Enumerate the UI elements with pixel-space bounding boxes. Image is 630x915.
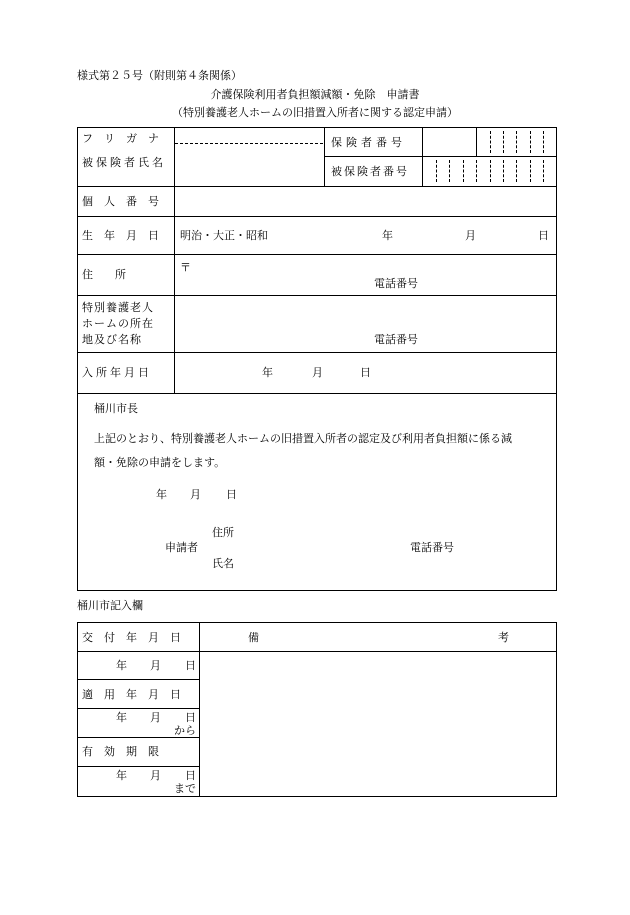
address-label: 住 所 — [82, 268, 126, 281]
issue-day: 日 — [185, 659, 196, 672]
declaration-line2: 額・免除の申請をします。 — [94, 456, 226, 469]
facility-phone-label: 電話番号 — [374, 333, 418, 346]
era-options: 明治・大正・昭和 — [180, 229, 268, 242]
insured-number-label: 被保険者番号 — [331, 165, 409, 178]
valid-month: 月 — [150, 769, 161, 782]
form-title: 介護保険利用者負担額減額・免除 申請書 — [210, 88, 420, 101]
postal-mark: 〒 — [180, 261, 191, 274]
admission-date-label: 入所年月日 — [82, 366, 152, 379]
applicant-address-label: 住所 — [212, 526, 234, 539]
address-phone-label: 電話番号 — [374, 277, 418, 290]
applicant-label: 申請者 — [165, 541, 198, 554]
apply-date-label: 適 用 年 月 日 — [82, 688, 181, 701]
issue-month: 月 — [150, 659, 161, 672]
admission-day: 日 — [360, 366, 371, 379]
birth-month: 月 — [465, 229, 476, 242]
insured-name-label: 被保険者氏名 — [82, 156, 166, 169]
facility-label-line2: ホームの所在 — [82, 317, 154, 330]
form-subtitle: （特別養護老人ホームの旧措置入所者に関する認定申請） — [172, 106, 458, 119]
apply-day: 日 — [185, 711, 196, 724]
birth-day: 日 — [538, 229, 549, 242]
facility-label-line3: 地及び名称 — [82, 333, 142, 346]
applicant-name-label: 氏名 — [212, 557, 234, 570]
birthdate-label: 生 年 月 日 — [82, 229, 159, 242]
apply-year: 年 — [116, 711, 127, 724]
birth-year: 年 — [382, 229, 393, 242]
valid-until-label: 有 効 期 限 — [82, 745, 159, 758]
form-number: 様式第２５号（附則第４条関係） — [77, 69, 242, 82]
admission-month: 月 — [312, 366, 323, 379]
furigana-label: フ リ ガ ナ — [82, 132, 159, 145]
remarks-label-left: 備 — [248, 631, 259, 644]
remarks-label-right: 考 — [498, 631, 509, 644]
declaration-line1: 上記のとおり、特別養護老人ホームの旧措置入所者の認定及び利用者負担額に係る減 — [94, 432, 512, 445]
apply-month: 月 — [150, 711, 161, 724]
facility-label-line1: 特別養護老人 — [82, 301, 154, 314]
declaration-day: 日 — [226, 488, 237, 501]
office-section-title: 桶川市記入欄 — [77, 599, 143, 612]
until-label: まで — [174, 782, 196, 795]
issue-date-label: 交 付 年 月 日 — [82, 631, 181, 644]
valid-day: 日 — [185, 769, 196, 782]
admission-year: 年 — [262, 366, 273, 379]
from-label: から — [174, 724, 196, 737]
addressee: 桶川市長 — [94, 402, 138, 415]
personal-number-label: 個 人 番 号 — [82, 195, 159, 208]
valid-year: 年 — [116, 769, 127, 782]
declaration-month: 月 — [190, 488, 201, 501]
issue-year: 年 — [116, 659, 127, 672]
applicant-phone-label: 電話番号 — [410, 541, 454, 554]
declaration-year: 年 — [156, 488, 167, 501]
insurer-number-label: 保険者番号 — [331, 136, 406, 149]
